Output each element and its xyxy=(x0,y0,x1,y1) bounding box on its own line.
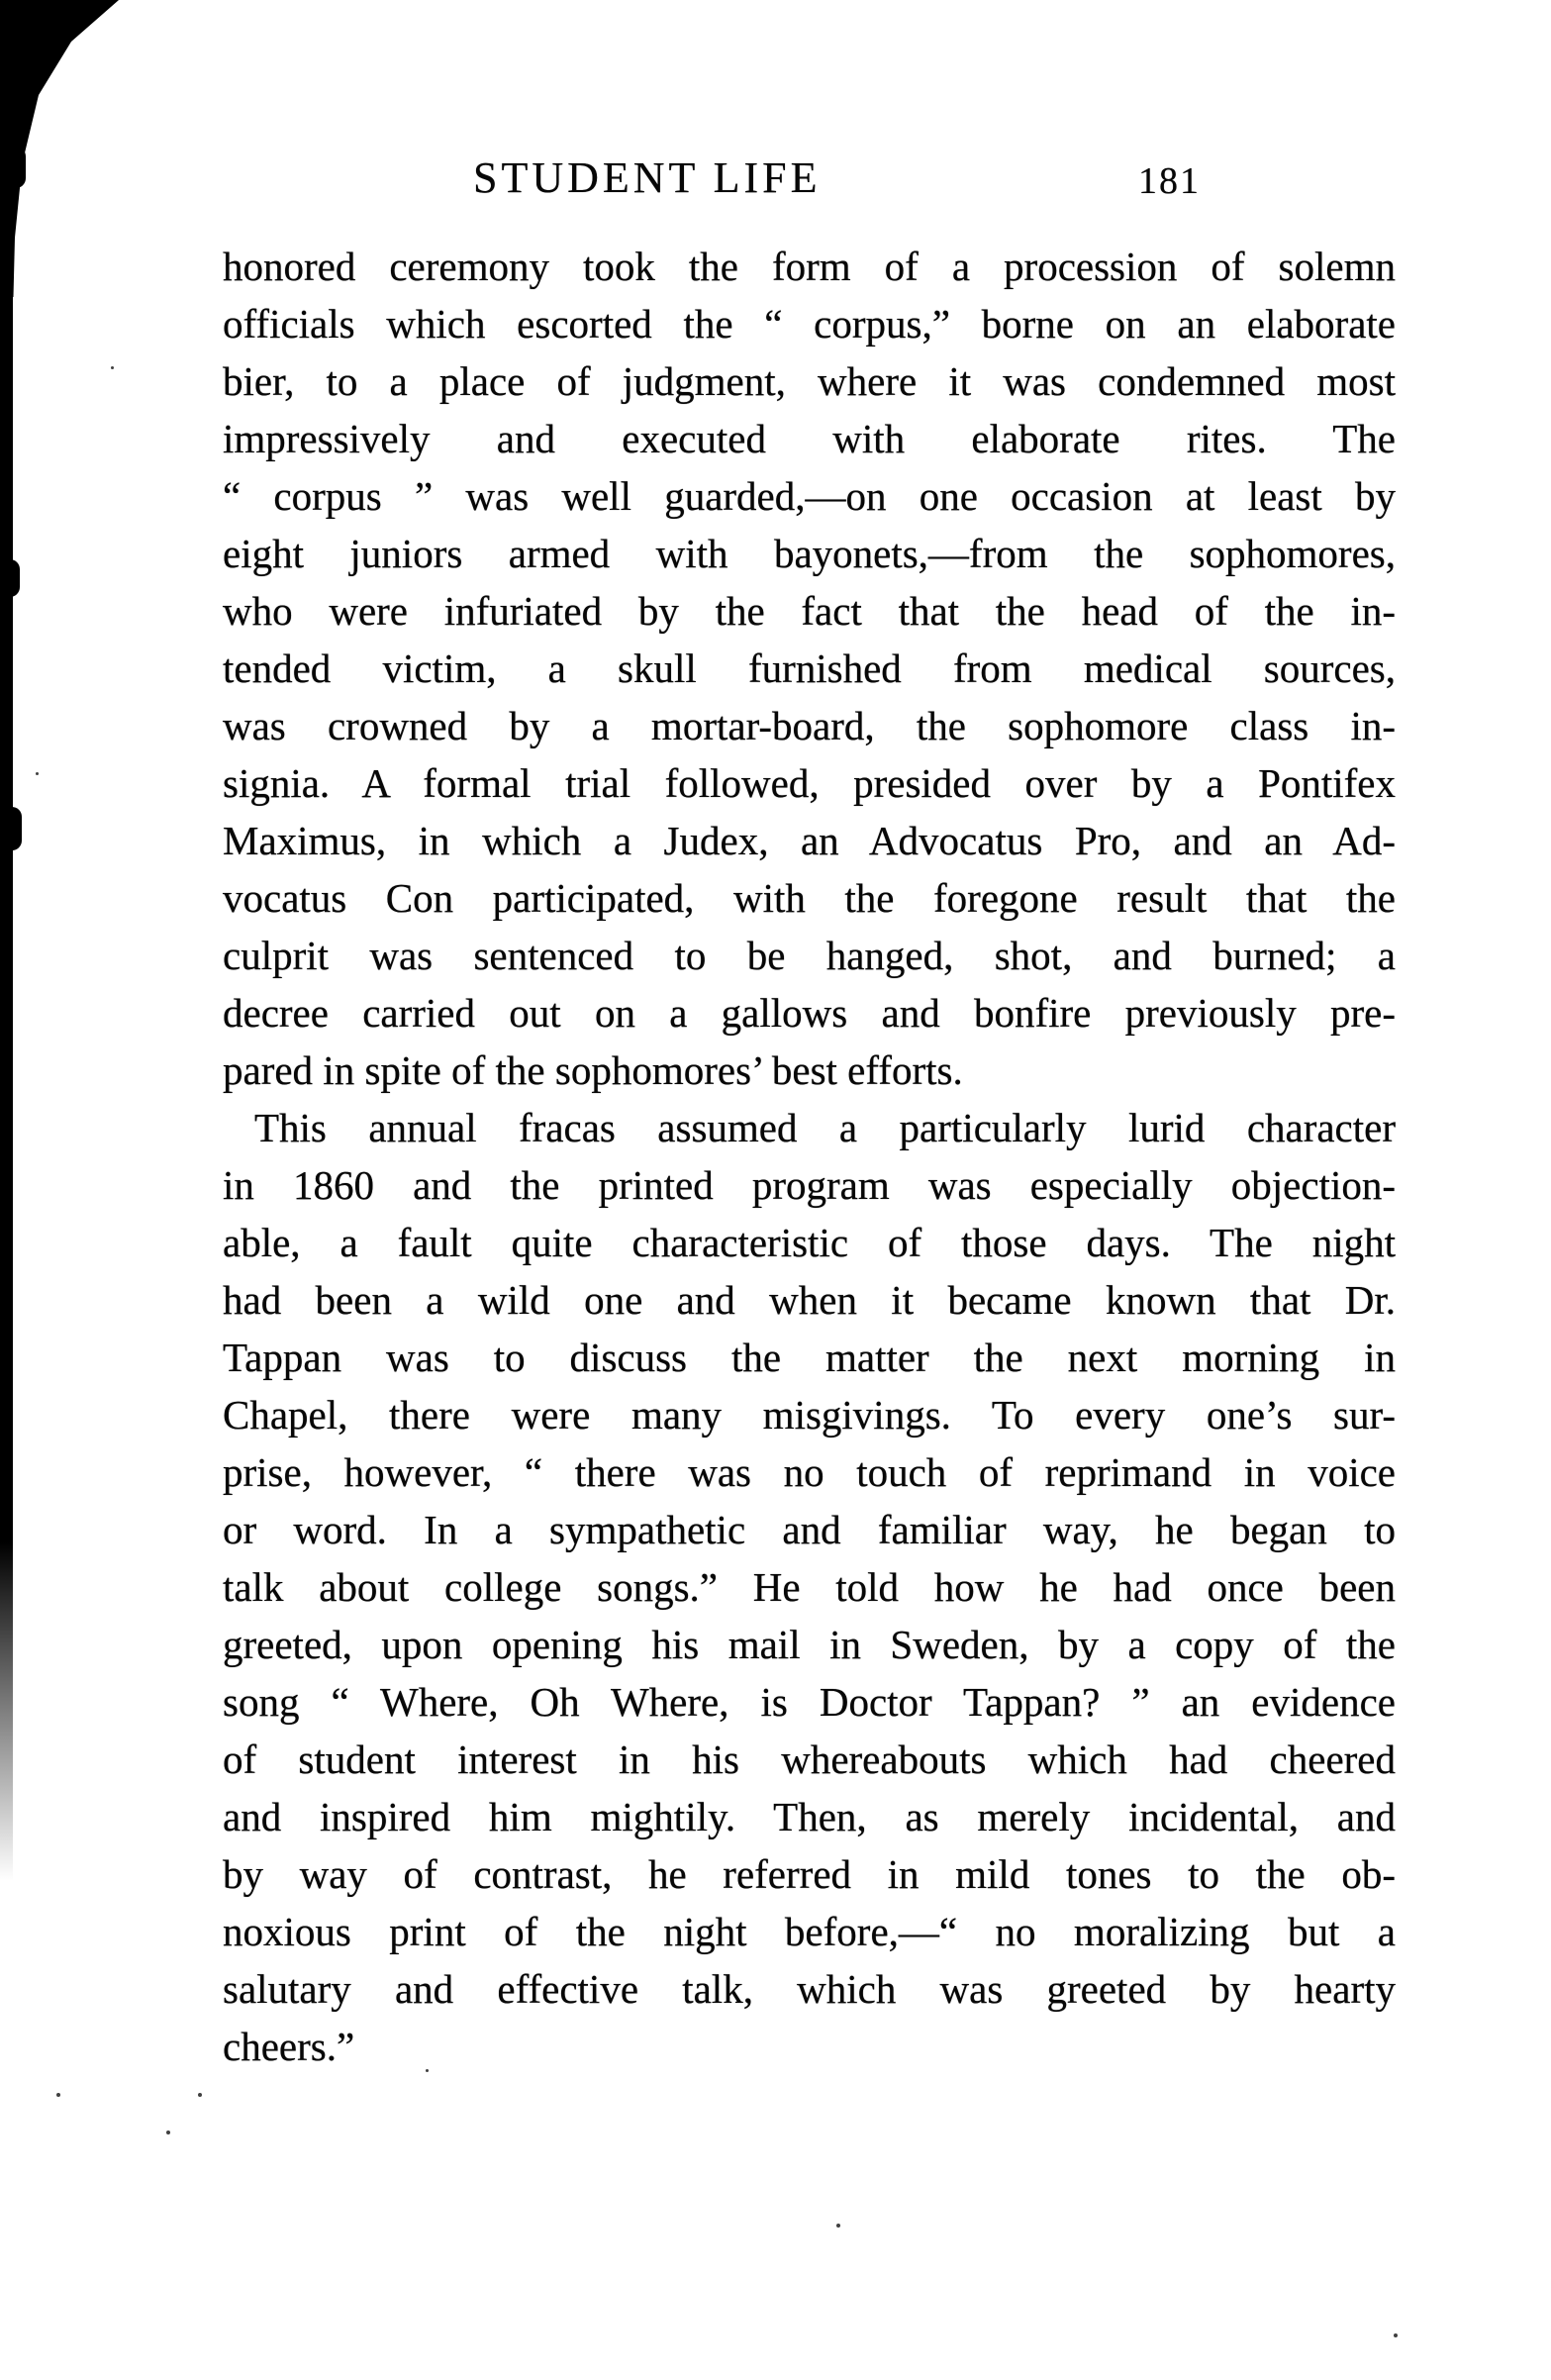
text-line: greeted, upon opening his mail in Sweden, by a copy of the xyxy=(223,1622,1396,1667)
text-line: decree carried out on a gallows and bonfire previously pre- xyxy=(223,990,1396,1036)
scan-speck xyxy=(198,2093,202,2097)
paragraph xyxy=(223,238,1396,1099)
text-line: impressively and executed with elaborate rites. The xyxy=(223,416,1396,461)
scan-speck xyxy=(111,366,114,369)
text-line: honored ceremony took the form of a procession of solemn xyxy=(223,244,1396,289)
text-line: salutary and effective talk, which was greeted by hearty xyxy=(223,1966,1396,2012)
text-line: This annual fracas assumed a particularly lurid character xyxy=(254,1105,1396,1150)
text-line: pared in spite of the sophomores’ best efforts. xyxy=(223,1047,963,1093)
text-line: Tappan was to discuss the matter the next morning in xyxy=(223,1335,1396,1380)
text-line: officials which escorted the “ corpus,” borne on an elaborate xyxy=(223,301,1396,347)
text-line: noxious print of the night before,—“ no moralizing but a xyxy=(223,1909,1396,1954)
text-line: prise, however, “ there was no touch of reprimand in voice xyxy=(223,1449,1396,1495)
text-line: of student interest in his whereabouts which had cheered xyxy=(223,1736,1396,1782)
text-line: song “ Where, Oh Where, is Doctor Tappan? ” an evidence xyxy=(223,1679,1396,1725)
scan-speck xyxy=(166,2131,170,2134)
text-line: able, a fault quite characteristic of those days. The night xyxy=(223,1220,1396,1265)
text-line: Maximus, in which a Judex, an Advocatus Pro, and an Ad- xyxy=(223,818,1396,863)
text-line: by way of contrast, he referred in mild tones to the ob- xyxy=(223,1851,1396,1897)
paragraph xyxy=(223,1099,1396,2075)
scan-edge-blot xyxy=(0,559,20,597)
scan-edge-blot xyxy=(0,147,26,188)
text-line: had been a wild one and when it became known that Dr. xyxy=(223,1277,1396,1323)
text-line: “ corpus ” was well guarded,—on one occasion at least by xyxy=(223,473,1396,519)
page-number: 181 xyxy=(1138,160,1201,202)
text-line: who were infuriated by the fact that the head of the in- xyxy=(223,588,1396,634)
text-line: and inspired him mightily. Then, as merely incidental, and xyxy=(223,1794,1396,1839)
text-line: culprit was sentenced to be hanged, shot, and burned; a xyxy=(223,933,1396,978)
text-line: talk about college songs.” He told how he had once been xyxy=(223,1564,1396,1610)
text-line: tended victim, a skull furnished from medical sources, xyxy=(223,645,1396,691)
scan-speck xyxy=(56,2093,60,2097)
scan-edge-blot xyxy=(0,807,22,850)
text-line: was crowned by a mortar-board, the sophomore class in- xyxy=(223,703,1396,748)
text-line: Chapel, there were many misgivings. To every one’s sur- xyxy=(223,1392,1396,1438)
text-line: bier, to a place of judgment, where it was condemned most xyxy=(223,358,1396,404)
text-line: or word. In a sympathetic and familiar way, he began to xyxy=(223,1507,1396,1552)
text-line: cheers.” xyxy=(223,2024,355,2069)
scan-speck xyxy=(36,772,39,775)
text-line: vocatus Con participated, with the foregone result that the xyxy=(223,875,1396,921)
running-head-title: STUDENT LIFE xyxy=(473,153,822,202)
page-body xyxy=(223,238,1396,2075)
text-line: in 1860 and the printed program was especially objection- xyxy=(223,1162,1396,1208)
scan-speck xyxy=(1394,2333,1398,2337)
text-line: signia. A formal trial followed, presided over by a Pontifex xyxy=(223,760,1396,806)
scan-speck xyxy=(836,2224,840,2228)
text-line: eight juniors armed with bayonets,—from the sophomores, xyxy=(223,531,1396,576)
